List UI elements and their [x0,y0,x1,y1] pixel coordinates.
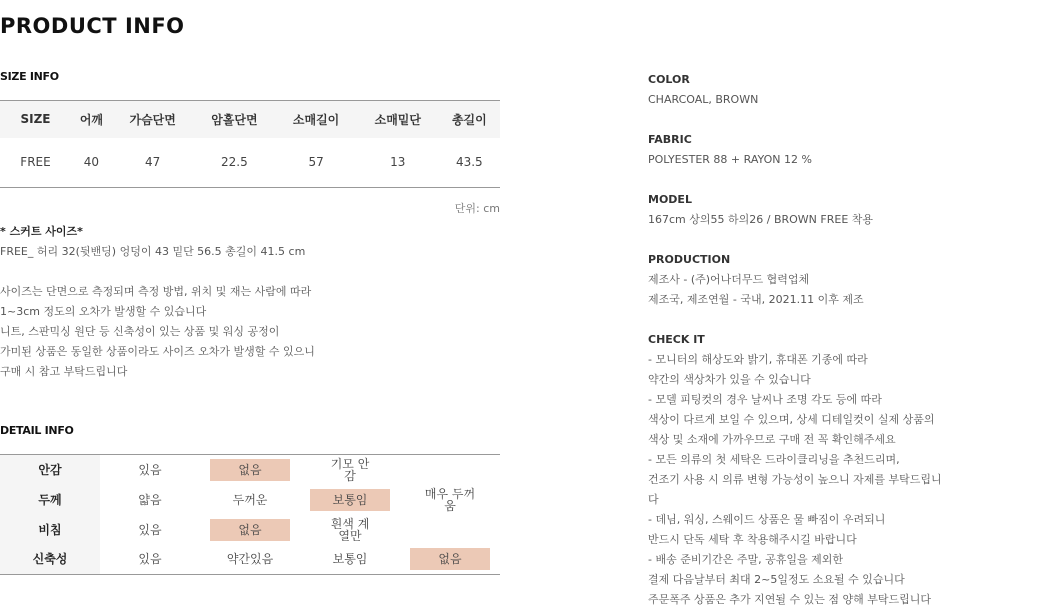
detail-row-sheerness [0,515,500,545]
fabric-value: POLYESTER 88 + RAYON 12 % [648,153,812,166]
size-note-line: 니트, 스판믹싱 원단 등 신축성이 있는 상품 및 워싱 공정이 [0,325,280,338]
product-info-column [648,70,948,610]
check-it-line: - 데님, 워싱, 스웨이드 상품은 물 빠짐이 우려되니 [648,513,886,526]
detail-option [410,524,490,534]
check-it-line: 반드시 단독 세탁 후 착용해주시길 바랍니다 [648,533,857,546]
detail-option: 매우 두꺼움 [424,486,476,513]
check-it-line: - 모델 피팅컷의 경우 날씨나 조명 각도 등에 따라 [648,393,882,406]
detail-row-lining [0,455,500,485]
skirt-size-note [0,222,305,262]
check-it-line: - 모니터의 해상도와 밝기, 휴대폰 기종에 따라 [648,353,868,366]
detail-option: 기모 안감 [330,456,370,483]
detail-option: 있음 [138,522,162,537]
size-table-header-row [0,101,500,138]
detail-option-selected: 보통임 [310,489,390,511]
detail-row-thickness [0,485,500,515]
detail-option: 보통임 [332,552,368,567]
size-cell: 47 [145,155,161,170]
size-cell: 57 [308,155,324,170]
detail-option: 얇음 [138,492,162,507]
production-line: 제조국, 제조연월 - 국내, 2021.11 이후 제조 [648,293,864,306]
skirt-size-title: * 스커트 사이즈* [0,225,83,238]
size-table-row [0,138,500,188]
detail-option: 약간있음 [226,552,274,567]
detail-option: 흰색 계열만 [330,516,370,543]
detail-row-label: 신축성 [0,545,100,575]
detail-row-label: 두께 [0,485,100,515]
detail-option-selected: 없음 [210,519,290,541]
size-header-cell: 총길이 [439,101,500,138]
size-note-line: 가미된 상품은 동일한 상품이라도 사이즈 오차가 발생할 수 있으니 [0,345,315,358]
size-header-cell: 소매밑단 [357,101,439,138]
detail-option: 두꺼운 [232,492,268,507]
detail-row-stretch [0,545,500,575]
check-it-line: 색상이 다르게 보일 수 있으며, 상세 디테일컷이 실제 상품의 [648,413,935,426]
model-info [648,190,948,230]
skirt-size-text: FREE_ 허리 32(뒷밴딩) 엉덩이 43 밑단 56.5 총길이 41.5 cm [0,245,306,258]
size-note-line: 1~3cm 정도의 오차가 발생할 수 있습니다 [0,305,207,318]
detail-info-label: DETAIL INFO [0,424,74,437]
detail-option [410,464,490,474]
size-cell: FREE [20,155,51,170]
production-title: PRODUCTION [648,253,731,266]
detail-row-label: 안감 [0,455,100,485]
size-header-cell: SIZE [0,101,71,138]
fabric-title: FABRIC [648,133,692,146]
detail-row-label: 비침 [0,515,100,545]
size-notes [0,282,315,382]
check-it-line: - 배송 준비기간은 주말, 공휴일을 제외한 [648,553,843,566]
detail-option-selected: 없음 [210,459,290,481]
color-info [648,70,948,110]
model-value: 167cm 상의55 하의26 / BROWN FREE 착용 [648,213,874,226]
check-it-line: 다 [648,493,659,506]
size-cell: 40 [83,155,100,170]
size-cell: 13 [390,155,406,170]
size-header-cell: 소매길이 [275,101,357,138]
size-cell: 22.5 [221,155,248,170]
detail-table [0,454,500,575]
size-header-cell: 어깨 [71,101,112,138]
detail-option-selected: 없음 [410,548,490,570]
detail-option: 있음 [138,462,162,477]
check-it-title: CHECK IT [648,333,705,346]
check-it-line: 결제 다음날부터 최대 2~5일정도 소요될 수 있습니다 [648,573,905,586]
check-it-line: 색상 및 소재에 가까우므로 구매 전 꼭 확인해주세요 [648,433,896,446]
detail-option: 있음 [138,552,162,567]
check-it-info [648,330,948,610]
production-line: 제조사 - (주)어나더무드 협력업체 [648,273,810,286]
color-value: CHARCOAL, BROWN [648,93,759,106]
size-header-cell: 가슴단면 [112,101,194,138]
size-header-cell: 암홀단면 [194,101,276,138]
color-title: COLOR [648,73,690,86]
page-title: PRODUCT INFO [0,14,185,38]
size-table [0,100,500,188]
model-title: MODEL [648,193,692,206]
size-note-line: 구매 시 참고 부탁드립니다 [0,365,128,378]
size-info-label: SIZE INFO [0,70,59,83]
check-it-line: - 모든 의류의 첫 세탁은 드라이클리닝을 추천드리며, [648,453,900,466]
check-it-line: 주문폭주 상품은 추가 지연될 수 있는 점 양해 부탁드립니다 [648,593,931,606]
fabric-info [648,130,948,170]
unit-note: 단위: cm [454,202,500,215]
check-it-line: 건조기 사용 시 의류 변형 가능성이 높으니 자제를 부탁드립니 [648,473,942,486]
production-info [648,250,948,310]
check-it-line: 약간의 색상차가 있을 수 있습니다 [648,373,811,386]
size-cell: 43.5 [455,155,483,170]
size-note-line: 사이즈는 단면으로 측정되며 측정 방법, 위치 및 재는 사람에 따라 [0,285,312,298]
